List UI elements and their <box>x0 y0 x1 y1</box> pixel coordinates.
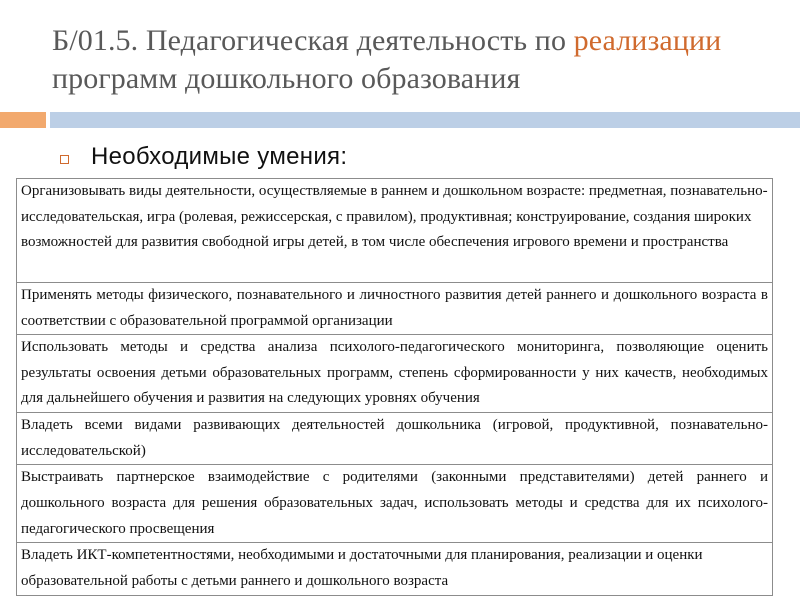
table-row <box>17 465 773 543</box>
skill-cell: Выстраивать партнерское взаимодействие с родителями (законными представителями) детей раннего и дошкольного возраста для решения образовательных задач, использовать методы и средства для их психолого-педагогического просвещения <box>17 465 773 543</box>
section-heading-row <box>60 142 347 172</box>
title-prefix: Б/01.5. Педагогическая деятельность по <box>52 24 574 57</box>
table-row <box>17 283 773 335</box>
skill-cell: Применять методы физического, познавательного и личностного развития детей раннего и дошкольного возраста в соответствии с образовательной программой организации <box>17 283 773 335</box>
decorative-band-orange <box>0 112 46 128</box>
square-bullet-icon <box>60 155 69 164</box>
skill-cell: Владеть всеми видами развивающих деятельностей дошкольника (игровой, продуктивной, познавательно-исследовательской) <box>17 413 773 465</box>
table-row <box>17 335 773 413</box>
skills-table <box>16 178 773 596</box>
table-row <box>17 413 773 465</box>
table-row <box>17 179 773 283</box>
skill-cell: Владеть ИКТ-компетентностями, необходимыми и достаточными для планирования, реализации и оценки образовательной работы с детьми раннего и дошкольного возраста <box>17 543 773 595</box>
page-title <box>52 22 792 98</box>
decorative-band-blue <box>50 112 800 128</box>
title-line-2: программ дошкольного образования <box>52 62 521 95</box>
skill-cell: Организовывать виды деятельности, осуществляемые в раннем и дошкольном возрасте: предметная, познавательно-исследовательская, игра (ролевая, режиссерская, с правилом), продуктивная; конструирование, создания широких возможностей для развития свободной игры детей, в том числе обеспечения игрового времени и пространства <box>17 179 773 283</box>
title-accent-word: реализации <box>573 24 722 57</box>
section-heading: Необходимые умения: <box>91 143 348 170</box>
skill-cell: Использовать методы и средства анализа психолого-педагогического мониторинга, позволяющие оценить результаты освоения детьми образовательных программ, степень сформированности у них качеств, необходимых для дальнейшего обучения и развития на следующих уровнях обучения <box>17 335 773 413</box>
table-row <box>17 543 773 595</box>
